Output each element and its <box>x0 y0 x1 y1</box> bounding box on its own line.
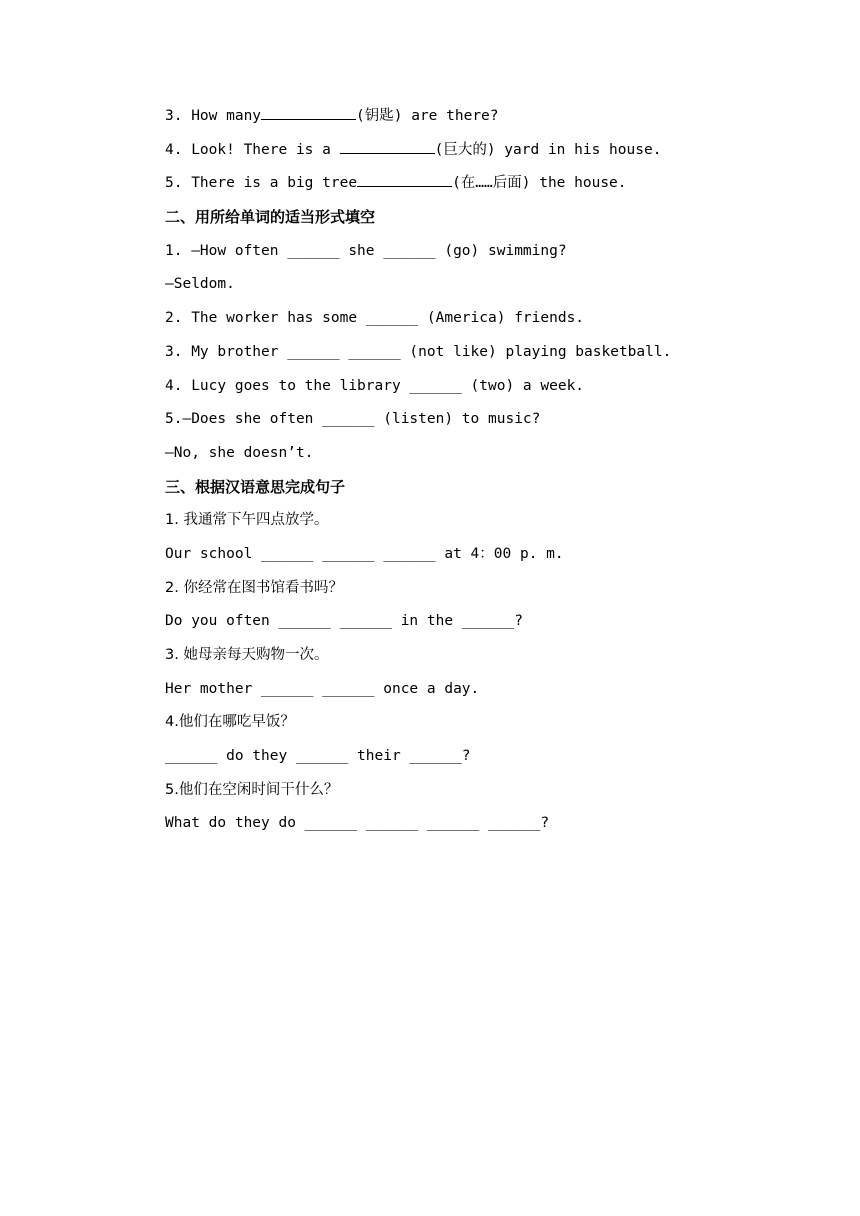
question-3-3-english: Her mother ______ ______ once a day. <box>165 680 480 697</box>
question-3-1-english: Our school ______ ______ ______ at 4：00 p. m. <box>165 545 564 562</box>
question-3-5-english: What do they do ______ ______ ______ ______? <box>165 815 550 832</box>
question-3-4-english: ______ do they ______ their ______? <box>165 748 471 765</box>
question-text: 3. How many <box>165 108 262 124</box>
section-3-heading: 三、根据汉语意思完成句子 <box>165 477 346 496</box>
question-2-4: 4. Lucy goes to the library ______ (two) a week. <box>165 377 585 394</box>
question-1-4 <box>165 136 705 170</box>
answer-blank[interactable] <box>357 172 452 187</box>
question-3-1-chinese: 1. 我通常下午四点放学。 <box>165 512 329 529</box>
question-text: (钥匙) are there? <box>356 108 499 124</box>
section-2-heading: 二、用所给单词的适当形式填空 <box>165 208 376 227</box>
question-text: (在……后面) the house. <box>452 175 627 192</box>
question-text: 4. Look! There is a <box>165 141 340 158</box>
worksheet-content <box>165 102 705 843</box>
question-text: (巨大的) yard in his house. <box>434 141 662 158</box>
question-text: 5. There is a big tree <box>165 175 358 192</box>
question-2-3: 3. My brother ______ ______ (not like) playing basketball. <box>165 343 672 360</box>
question-1-5 <box>165 169 705 203</box>
question-2-2: 2. The worker has some ______ (America) friends. <box>165 310 585 327</box>
question-3-2-chinese: 2. 你经常在图书馆看书吗？ <box>165 579 343 596</box>
answer-2-5: —No, she doesn’t. <box>165 444 314 461</box>
question-1-3 <box>165 102 705 136</box>
question-3-4-chinese: 4.他们在哪吃早饭？ <box>165 714 295 731</box>
answer-blank[interactable] <box>340 139 435 154</box>
question-3-3-chinese: 3. 她母亲每天购物一次。 <box>165 647 329 663</box>
question-3-5-chinese: 5.他们在空闲时间干什么？ <box>165 781 339 798</box>
answer-blank[interactable] <box>261 105 356 120</box>
question-3-2-english: Do you often ______ ______ in the ______? <box>165 613 523 630</box>
answer-2-1: —Seldom. <box>165 276 235 293</box>
question-2-5: 5.—Does she often ______ (listen) to music? <box>165 411 541 428</box>
question-2-1: 1. —How often ______ she ______ (go) swimming? <box>165 242 567 259</box>
